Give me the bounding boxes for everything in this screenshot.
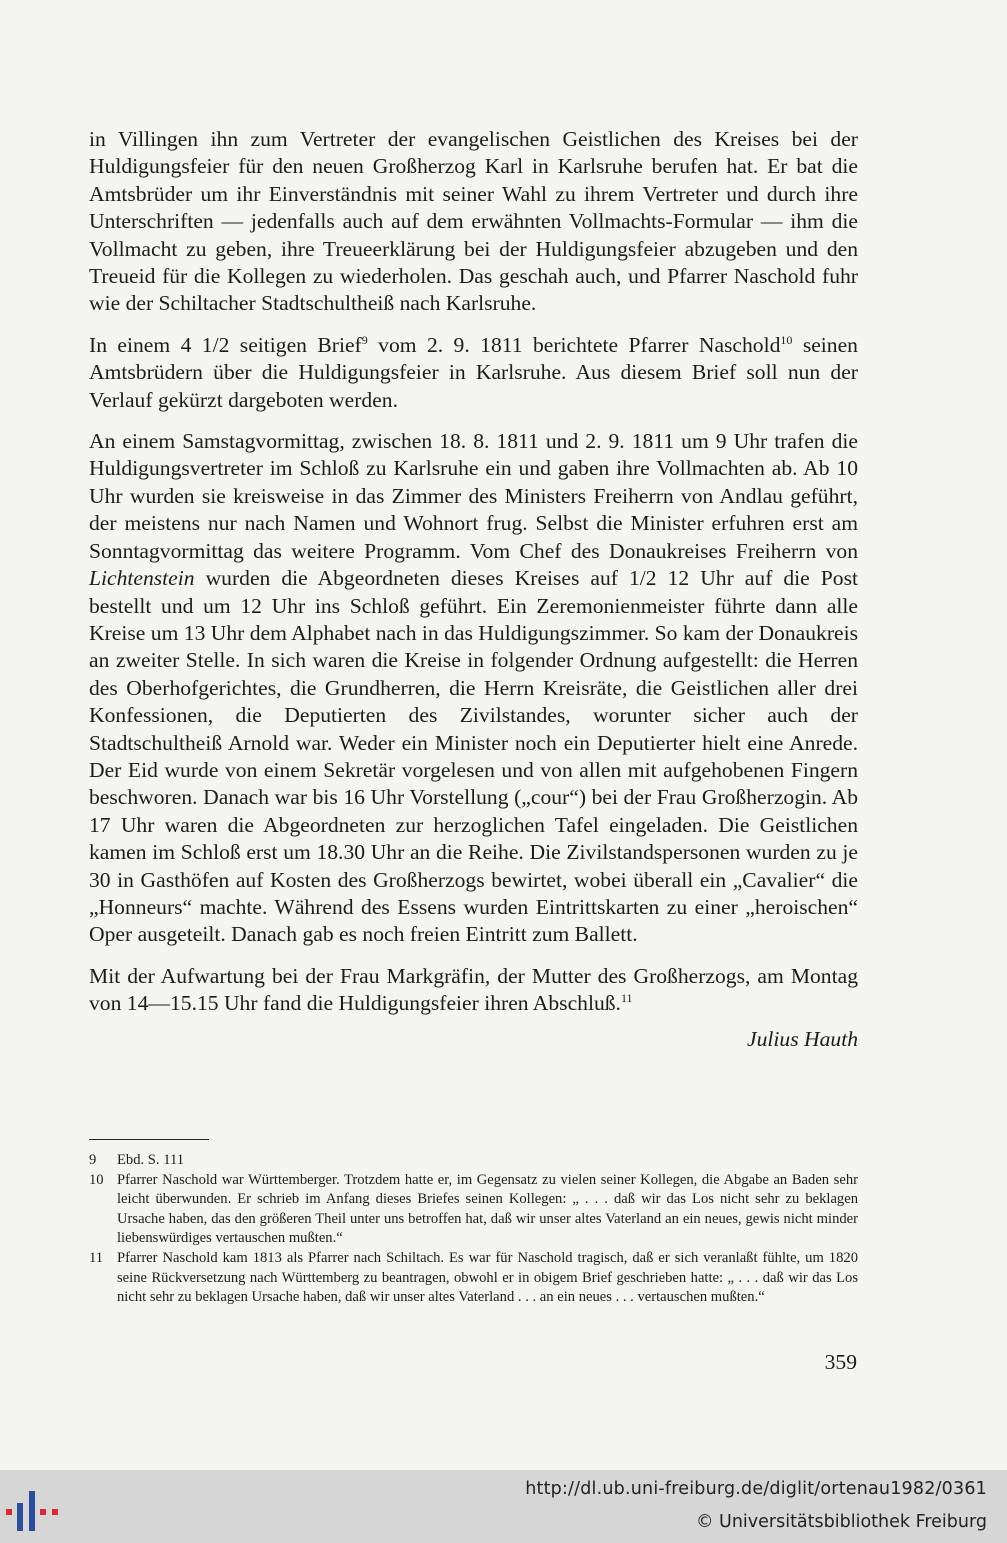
- footnote-text: Ebd. S. 111: [117, 1152, 185, 1168]
- page-number: 359: [824, 1350, 857, 1374]
- footnotes: [89, 1151, 858, 1308]
- footnote-text: Pfarrer Naschold kam 1813 als Pfarrer nach Schiltach. Es war für Naschold tragisch, daß er sich veranlaßt fühlte, um 1820 seine Rückversetzung nach Württemberg zu beantragen, obwohl er in obigem Brief geschrieben hatte: „ . . . daß wir das Los nicht sehr zu beklagen Ursache haben, daß wir unser altes Vaterland . . . an ein neues . . . vertauschen mußten.“: [117, 1249, 858, 1306]
- footer-copyright: © Universitätsbibliothek Freiburg: [695, 1512, 987, 1532]
- footnote-item: [89, 1171, 858, 1249]
- paragraph-3: An einem Samstagvormittag, zwischen 18. 8. 1811 und 2. 9. 1811 um 9 Uhr trafen die Huldigungsvertreter im Schloß zu Karlsruhe ein und gaben ihre Vollmachten ab. Ab 10 Uhr wurden sie kreisweise in das Zimmer des Ministers Freiherrn von Andlau geführt, der meistens nur nach Namen und Wohnort frug. Selbst die Minister erfuhren erst am Sonntagvormittag das weitere Programm. Vom Chef des Donaukreises Freiherrn von Lichtenstein wurden die Abgeordneten dieses Kreises auf 1/2 12 Uhr auf die Post bestellt und um 12 Uhr ins Schloß geführt. Ein Zeremonienmeister führte dann alle Kreise um 13 Uhr dem Alphabet nach in das Huldigungszimmer. So kam der Donaukreis an zweiter Stelle. In sich waren die Kreise in folgender Ordnung aufgestellt: die Herren des Oberhofgerichtes, die Grundherren, die Herrn Kreisräte, die Geistlichen aller drei Konfessionen, die Deputierten des Zivilstandes, worunter sicher auch der Stadtschultheiß Arnold war. Weder ein Minister noch ein Deputierter hielt eine Anrede. Der Eid wurde von einem Sekretär vorgelesen und von allen mit aufgehobenen Fingern beschworen. Danach war bis 16 Uhr Vorstellung („cour“) bei der Frau Großherzogin. Ab 17 Uhr waren die Abgeordneten zur herzoglichen Tafel eingeladen. Die Geistlichen kamen im Schloß erst um 18.30 Uhr an die Reihe. Die Zivilstandspersonen wurden zu je 30 in Gasthöfen auf Kosten des Großherzogs bewirtet, wobei überall ein „Cavalier“ die „Honneurs“ machte. Während des Essens wurden Eintrittskarten zu einer „heroischen“ Oper ausgeteilt. Danach gab es noch freien Eintritt zum Ballett.: [89, 429, 858, 947]
- body-text: [89, 126, 858, 1053]
- author-signature: Julius Hauth: [747, 1026, 858, 1051]
- footnote-item: [89, 1249, 858, 1308]
- footnote-ref-9: 9: [361, 332, 368, 347]
- italic-name: Lichtenstein: [89, 566, 195, 591]
- footer-url-link[interactable]: http://dl.ub.uni-freiburg.de/diglit/ortenau1982/0361: [525, 1479, 987, 1499]
- footnote-ref-10: 10: [780, 332, 793, 347]
- footnote-number: 9: [89, 1152, 97, 1168]
- paragraph-2: In einem 4 1/2 seitigen Brief$^9$ vom 2. 9. 1811 berichtete Pfarrer Naschold$^{10}$ seinen Amtsbrüdern über die Huldigungsfeier in Karlsruhe. Aus diesem Brief soll nun der Verlauf gekürzt dargeboten werden.: [89, 332, 858, 412]
- paragraph-1: in Villingen ihn zum Vertreter der evangelischen Geistlichen des Kreises bei der Huldigungsfeier für den neuen Großherzog Karl in Karlsruhe berufen hat. Er bat die Amtsbrüder um ihr Einverständnis mit seiner Wahl zu ihrem Vertreter und durch ihre Unterschriften — jedenfalls auch auf dem erwähnten Vollmachts-Formular — ihm die Vollmacht zu geben, ihre Treueerklärung bei der Huldigungsfeier abzugeben und den Treueid für die Kollegen zu wiederholen. Das geschah auch, und Pfarrer Naschold fuhr wie der Schiltacher Stadtschultheiß nach Karlsruhe.: [89, 127, 858, 316]
- footnote-number: 11: [89, 1249, 104, 1266]
- footnote-item: [89, 1151, 858, 1171]
- ub-freiburg-logo-icon[interactable]: [3, 1485, 63, 1537]
- footnote-ref-11: 11: [620, 991, 633, 1005]
- footnote-number: 10: [89, 1171, 104, 1188]
- paragraph-4: Mit der Aufwartung bei der Frau Markgräfin, der Mutter des Großherzogs, am Montag von 14—15.15 Uhr fand die Huldigungsfeier ihren Abschluß.$^{11}$: [89, 963, 858, 1016]
- footnote-divider: [89, 1139, 209, 1140]
- footnote-text: Pfarrer Naschold war Württemberger. Trotzdem hatte er, im Gegensatz zu vielen seiner Kollegen, die Abgabe an Baden sehr leicht überwunden. Er schrieb im Anfang dieses Briefes seinen Kollegen: „ . . . daß wir das Los nicht sehr zu beklagen Ursache haben, das den größeren Theil unter uns betroffen hat, daß wir unser altes Vaterland an ein neues, gewis nicht minder liebenswürdiges vertauschen mußten.“: [117, 1171, 858, 1247]
